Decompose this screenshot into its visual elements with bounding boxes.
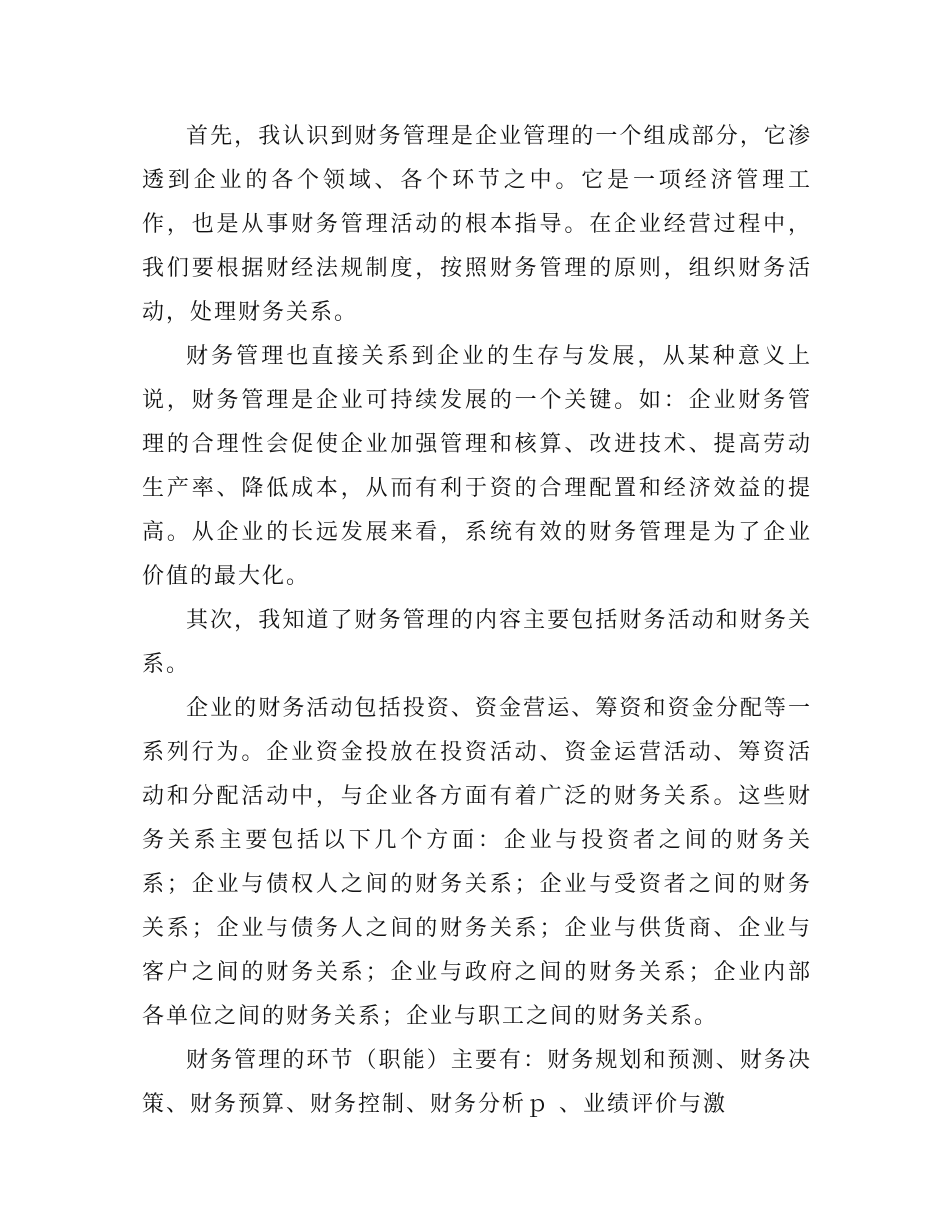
paragraph-1: 首先，我认识到财务管理是企业管理的一个组成部分，它渗透到企业的各个领域、各个环节之中。它是一项经济管理工作，也是从事财务管理活动的根本指导。在企业经营过程中，我们要根据财经法规制度，按照财务管理的原则，组织财务活动，处理财务关系。 <box>142 124 812 325</box>
paragraph-3: 其次，我知道了财务管理的内容主要包括财务活动和财务关系。 <box>142 608 812 677</box>
document-body <box>142 115 812 1127</box>
paragraph-2: 财务管理也直接关系到企业的生存与发展，从某种意义上说，财务管理是企业可持续发展的一个关键。如：企业财务管理的合理性会促使企业加强管理和核算、改进技术、提高劳动生产率、降低成本，从而有利于资的合理配置和经济效益的提高。从企业的长远发展来看，系统有效的财务管理是为了企业价值的最大化。 <box>142 344 812 589</box>
paragraph-4: 企业的财务活动包括投资、资金营运、筹资和资金分配等一系列行为。企业资金投放在投资活动、资金运营活动、筹资活动和分配活动中，与企业各方面有着广泛的财务关系。这些财务关系主要包括以下几个方面：企业与投资者之间的财务关系；企业与债权人之间的财务关系；企业与受资者之间的财务关系；企业与债务人之间的财务关系；企业与供货商、企业与客户之间的财务关系；企业与政府之间的财务关系；企业内部各单位之间的财务关系；企业与职工之间的财务关系。 <box>142 696 812 1029</box>
paragraph-5: 财务管理的环节（职能）主要有：财务规划和预测、财务决策、财务预算、财务控制、财务分析ｐ 、业绩评价与激 <box>142 1048 812 1117</box>
